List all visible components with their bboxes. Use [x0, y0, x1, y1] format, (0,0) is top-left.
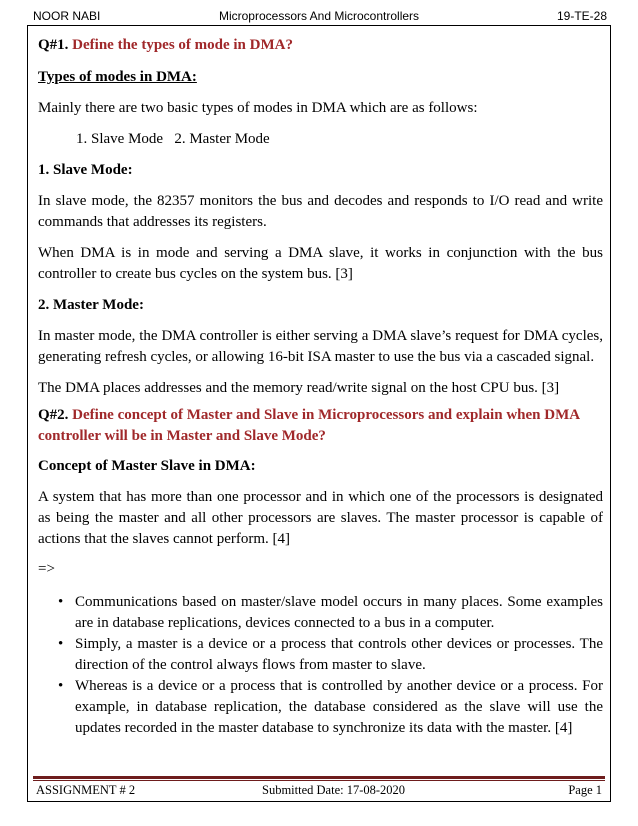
question-1-number: Q#1. [38, 37, 69, 53]
header-course: Microprocessors And Microcontrollers [218, 9, 420, 23]
master-mode-paragraph-2: The DMA places addresses and the memory read/write signal on the host CPU bus. [3] [38, 380, 560, 396]
header-roll-number: 19-TE-28 [556, 9, 607, 23]
bullet-icon: • [58, 678, 64, 694]
footer-page-number: Page 1 [568, 783, 602, 797]
slave-mode-heading: 1. Slave Mode: [38, 162, 133, 178]
arrow-marker: => [38, 561, 55, 577]
footer-submitted-date: Submitted Date: 17-08-2020 [262, 783, 406, 797]
question-1 [38, 28, 603, 56]
master-mode-paragraph-1: In master mode, the DMA controller is either serving a DMA slave’s request for DMA cycles, generating refresh cycles, or allowing 16-bit ISA master to use the bus via a cascaded signal. [38, 328, 603, 365]
question-2 [38, 399, 603, 447]
list-item [38, 592, 603, 634]
types-list: 1. Slave Mode 2. Master Mode [76, 131, 270, 147]
types-intro: Mainly there are two basic types of modes in DMA which are as follows: [38, 100, 478, 116]
bullet-text: Communications based on master/slave model occurs in many places. Some examples are in database replications, devices connected to a bus in a computer. [75, 594, 603, 631]
slave-mode-paragraph-1: In slave mode, the 82357 monitors the bus and decodes and responds to I/O read and write commands that addresses its registers. [38, 193, 603, 230]
list-item [38, 676, 603, 739]
bullet-icon: • [58, 594, 64, 610]
master-mode-heading: 2. Master Mode: [38, 297, 144, 313]
bullet-text: Whereas is a device or a process that is controlled by another device or a process. For example, in database replication, the database considered as the slave will use the updates recorded in the master database to synchronize its data with the master. [4] [75, 678, 603, 736]
bullet-text: Simply, a master is a device or a process that controls other devices or processes. The direction of the control always flows from master to slave. [75, 636, 603, 673]
concept-heading: Concept of Master Slave in DMA: [38, 458, 256, 474]
footer-assignment: ASSIGNMENT # 2 [36, 783, 136, 797]
question-2-number: Q#2. [38, 407, 69, 423]
question-1-text: Define the types of mode in DMA? [72, 37, 293, 53]
list-item [38, 634, 603, 676]
types-heading: Types of modes in DMA: [38, 69, 197, 85]
question-2-text: Define concept of Master and Slave in Microprocessors and explain when DMA controller will be in Master and Slave Mode? [38, 407, 580, 444]
document-body [38, 28, 603, 739]
concept-bullet-list [38, 592, 603, 739]
bullet-icon: • [58, 636, 64, 652]
slave-mode-paragraph-2: When DMA is in mode and serving a DMA slave, it works in conjunction with the bus controller to create bus cycles on the system bus. [3] [38, 245, 603, 282]
footer-rule-thick [33, 776, 605, 779]
footer-rule-thin [33, 780, 605, 781]
concept-paragraph: A system that has more than one processor and in which one of the processors is designated as being the master and all other processors are slaves. The master processor is capable of actions that the slaves cannot perform. [4] [38, 489, 603, 547]
header-author: NOOR NABI [33, 9, 101, 23]
